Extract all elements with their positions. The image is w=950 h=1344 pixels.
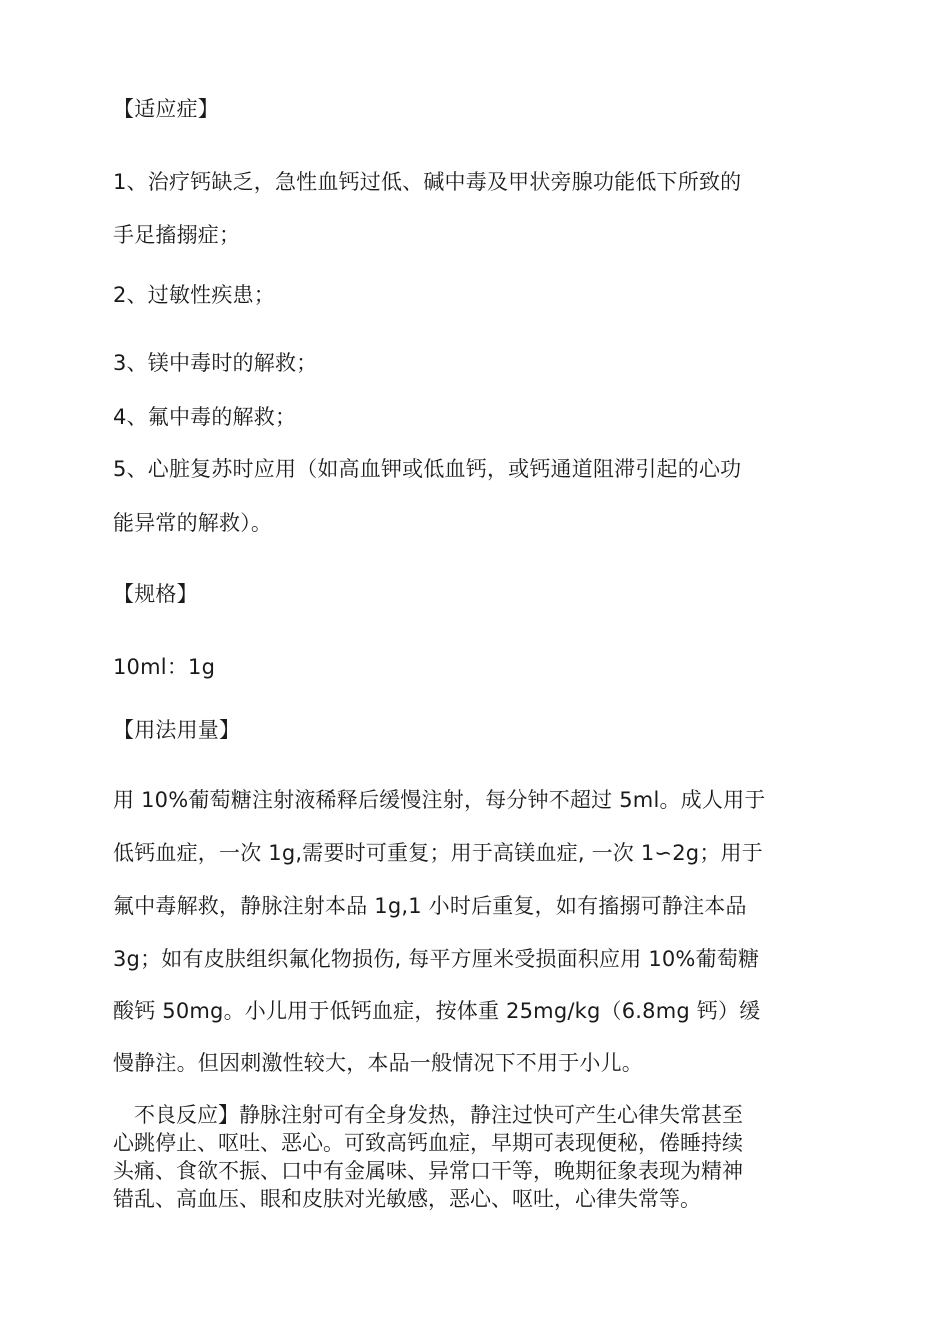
adverse-reactions-paragraph [113, 1101, 833, 1213]
specification-heading: 【规格】 [113, 582, 198, 606]
adverse-line: 头痛、食欲不振、口中有金属味、异常口干等，晚期征象表现为精神 [113, 1159, 743, 1183]
dosage-line: 用 10%葡萄糖注射液稀释后缓慢注射，每分钟不超过 5ml。成人用于 [113, 788, 766, 812]
dosage-line: 酸钙 50mg。小儿用于低钙血症，按体重 25mg/kg（6.8mg 钙）缓 [113, 999, 761, 1023]
dosage-line: 氟中毒解救，静脉注射本品 1g,1 小时后重复，如有搐搦可静注本品 [113, 894, 747, 918]
dosage-heading: 【用法用量】 [113, 718, 241, 742]
indication-item-2: 2、过敏性疾患； [113, 283, 275, 307]
indication-item-5-line-1: 5、心脏复苏时应用（如高血钾或低血钙，或钙通道阻滞引起的心功 [113, 457, 742, 481]
indication-item-3: 3、镁中毒时的解救； [113, 351, 318, 375]
dosage-line: 慢静注。但因刺激性较大，本品一般情况下不用于小儿。 [113, 1051, 643, 1075]
indication-item-1-line-2: 手足搐搦症； [113, 223, 241, 247]
dosage-line: 3g；如有皮肤组织氟化物损伤, 每平方厘米受损面积应用 10%葡萄糖 [113, 947, 760, 971]
indications-heading: 【适应症】 [113, 97, 219, 121]
dosage-line: 低钙血症，一次 1g,需要时可重复；用于高镁血症, 一次 1∽2g；用于 [113, 841, 763, 865]
specification-value: 10ml：1g [113, 655, 216, 679]
indication-item-1-line-1: 1、治疗钙缺乏，急性血钙过低、碱中毒及甲状旁腺功能低下所致的 [113, 170, 742, 194]
adverse-line: 错乱、高血压、眼和皮肤对光敏感，恶心、呕吐，心律失常等。 [113, 1187, 701, 1211]
adverse-line: 心跳停止、呕吐、恶心。可致高钙血症，早期可表现便秘，倦睡持续 [113, 1131, 743, 1155]
indication-item-4: 4、氟中毒的解救； [113, 405, 297, 429]
adverse-line: 不良反应】静脉注射可有全身发热，静注过快可产生心律失常甚至 [113, 1103, 743, 1127]
indication-item-5-line-2: 能异常的解救）。 [113, 511, 273, 535]
